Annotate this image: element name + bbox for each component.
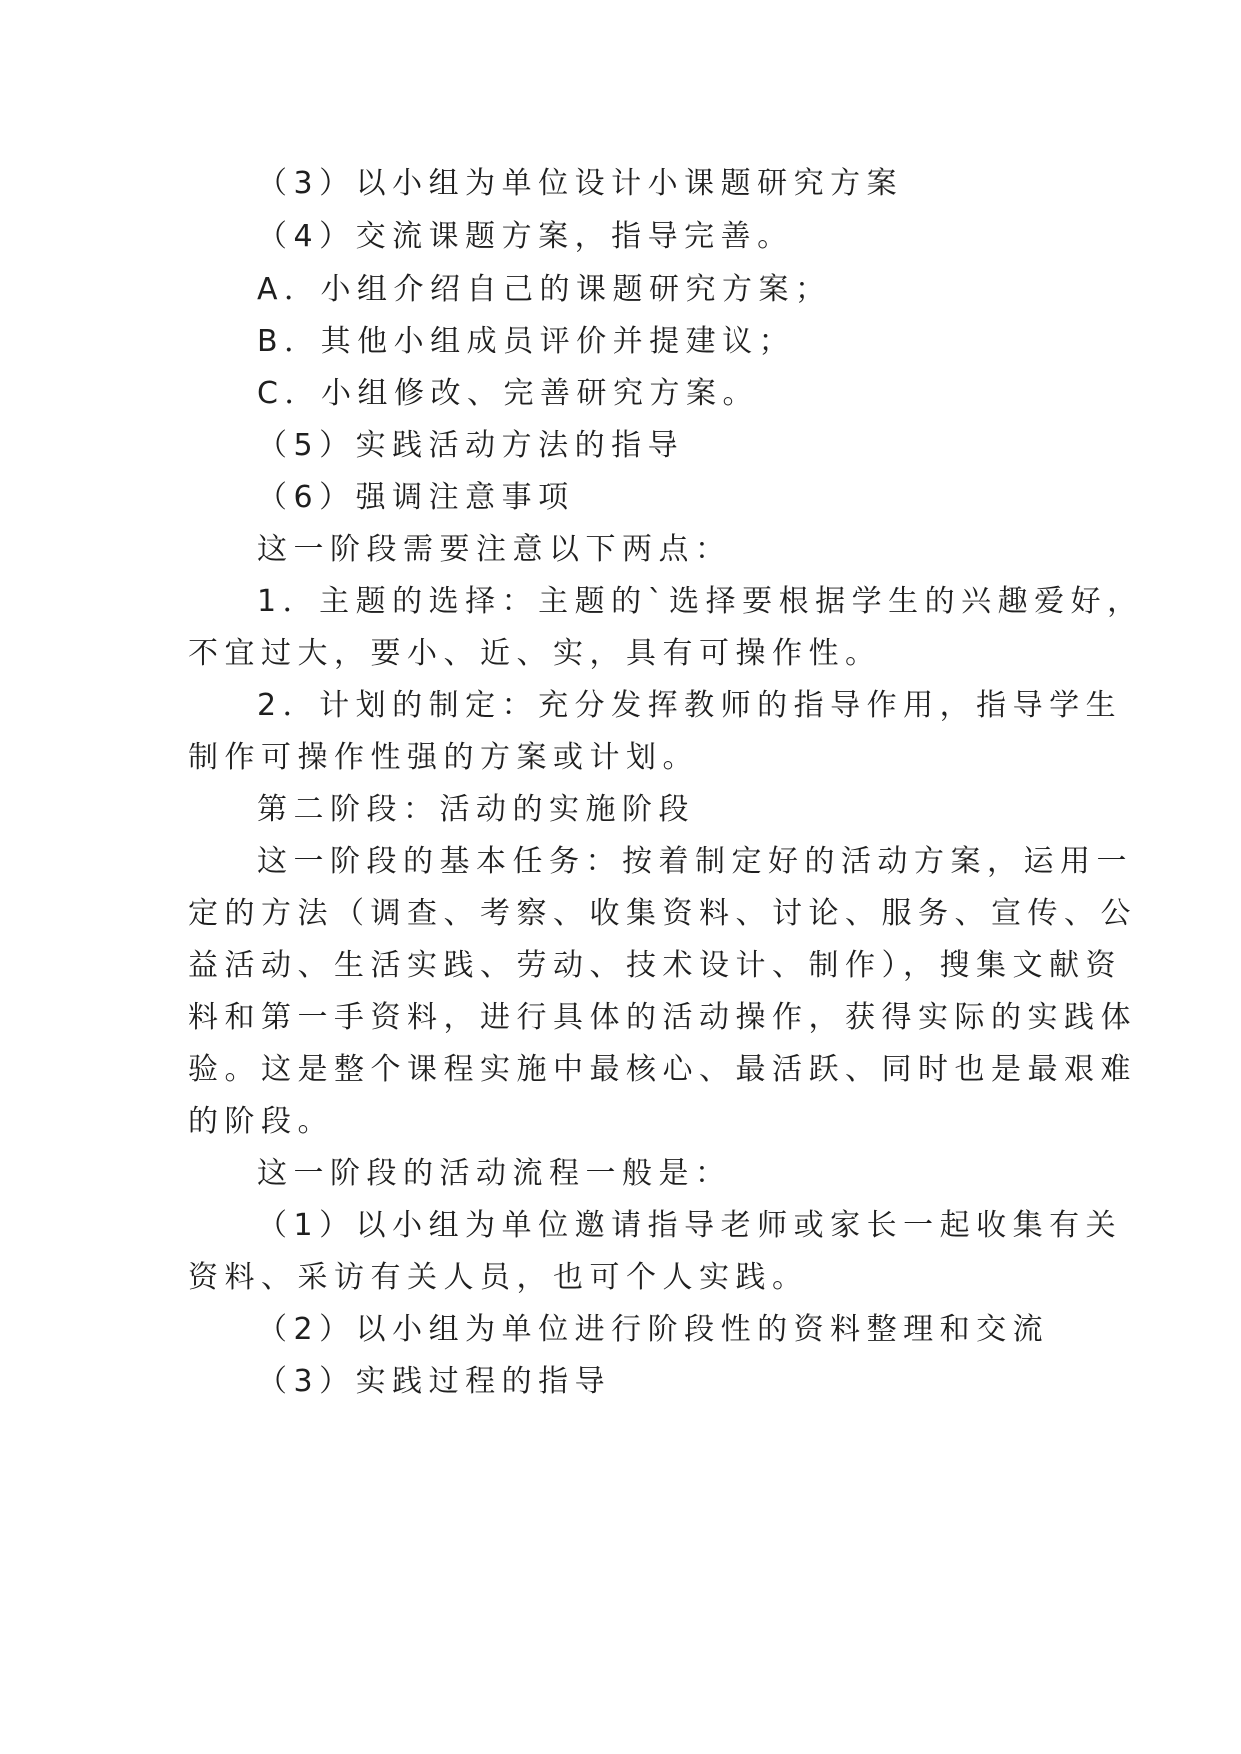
paragraph-line: 资料、采访有关人员，也可个人实践。 bbox=[188, 1260, 809, 1295]
paragraph-line: 这一阶段需要注意以下两点： bbox=[257, 532, 732, 567]
paragraph-line: 定的方法（调查、考察、收集资料、讨论、服务、宣传、公 bbox=[188, 896, 1137, 931]
paragraph-line: 这一阶段的活动流程一般是： bbox=[257, 1156, 732, 1191]
paragraph-line: B．其他小组成员评价并提建议； bbox=[257, 324, 796, 359]
paragraph-line: （3）实践过程的指导 bbox=[257, 1364, 612, 1399]
paragraph-line: 制作可操作性强的方案或计划。 bbox=[188, 740, 699, 775]
paragraph-line: （5）实践活动方法的指导 bbox=[257, 428, 685, 463]
paragraph-line: 这一阶段的基本任务：按着制定好的活动方案，运用一 bbox=[257, 844, 1133, 879]
paragraph-line: 的阶段。 bbox=[188, 1104, 334, 1139]
paragraph-line: 益活动、生活实践、劳动、技术设计、制作），搜集文献资 bbox=[188, 948, 1122, 983]
paragraph-line: （6）强调注意事项 bbox=[257, 480, 575, 515]
paragraph-line: 料和第一手资料，进行具体的活动操作，获得实际的实践体 bbox=[188, 1000, 1137, 1035]
paragraph-line: 验。这是整个课程实施中最核心、最活跃、同时也是最艰难 bbox=[188, 1052, 1137, 1087]
section-heading: 第二阶段：活动的实施阶段 bbox=[257, 792, 695, 827]
paragraph-line: （3）以小组为单位设计小课题研究方案 bbox=[257, 166, 904, 201]
paragraph-line: （1）以小组为单位邀请指导老师或家长一起收集有关 bbox=[257, 1208, 1123, 1243]
paragraph-line: 不宜过大，要小、近、实，具有可操作性。 bbox=[188, 636, 882, 671]
paragraph-line: （2）以小组为单位进行阶段性的资料整理和交流 bbox=[257, 1312, 1050, 1347]
paragraph-line: A．小组介绍自己的课题研究方案； bbox=[257, 272, 832, 307]
paragraph-line: 2．计划的制定：充分发挥教师的指导作用，指导学生 bbox=[257, 688, 1123, 723]
paragraph-line: C．小组修改、完善研究方案。 bbox=[257, 376, 759, 411]
paragraph-line: （4）交流课题方案，指导完善。 bbox=[257, 219, 794, 254]
paragraph-line: 1．主题的选择：主题的`选择要根据学生的兴趣爱好， bbox=[257, 584, 1144, 619]
